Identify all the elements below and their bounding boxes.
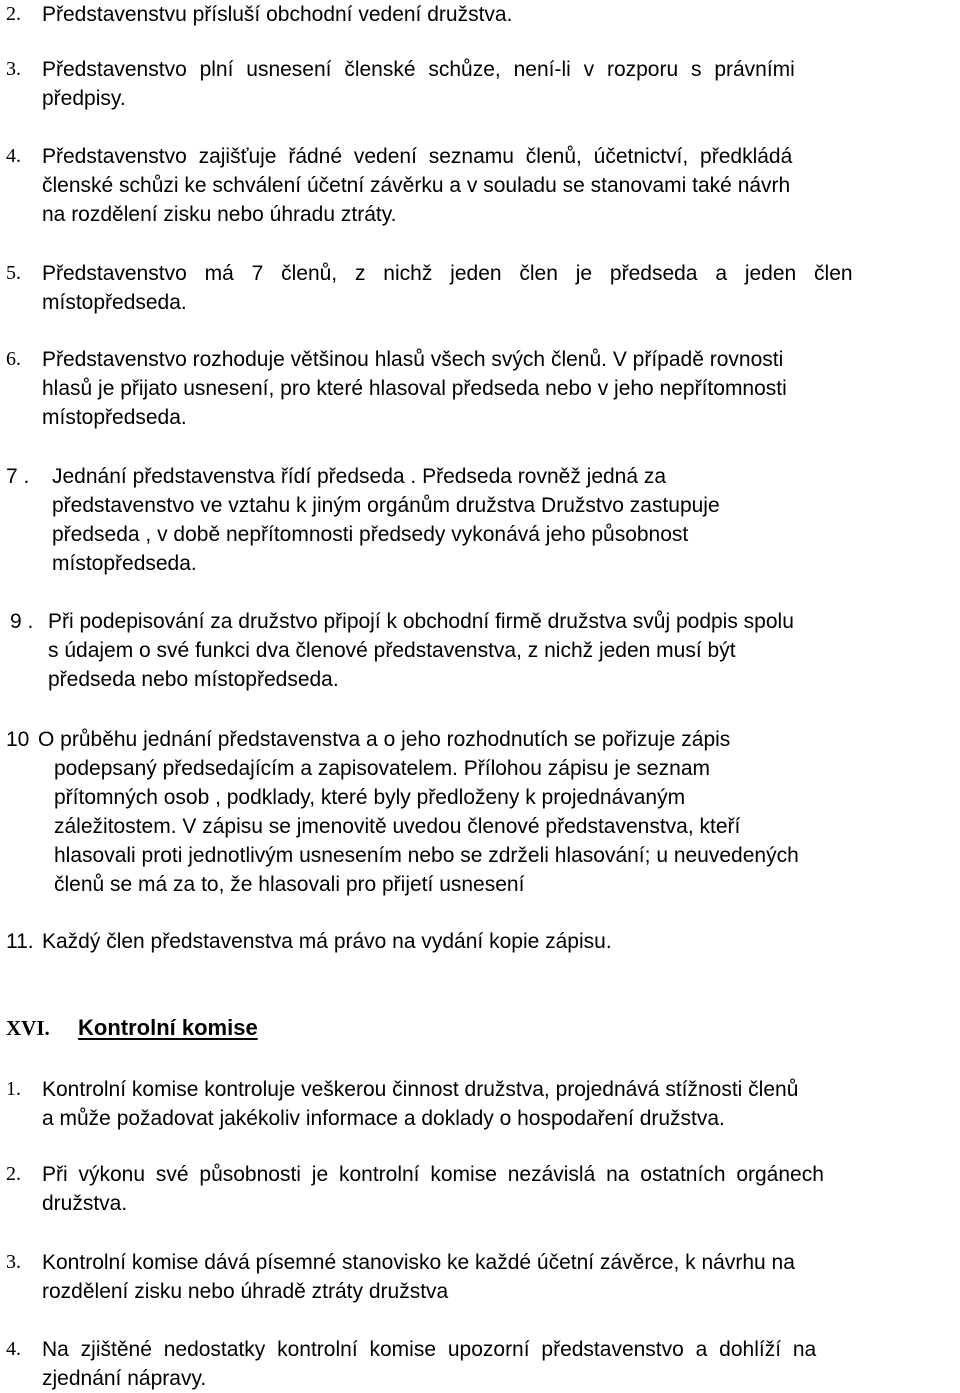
item-text-line: hlasovali proti jednotlivým usnesením nebo se zdrželi hlasování; u neuvedených [54, 844, 799, 867]
item-number: 2. [6, 3, 21, 25]
item-text-line: podepsaný předsedajícím a zapisovatelem. Přílohou zápisu je seznam [54, 757, 711, 780]
item-text-line: hlasů je přijato usnesení, pro které hlasoval předseda nebo v jeho nepřítomnosti [42, 377, 787, 400]
section-number: XVI. [6, 1016, 50, 1040]
item-text-line: O průběhu jednání představenstva a o jeho rozhodnutích se pořizuje zápis [38, 728, 731, 751]
item-text-line: Představenstvu přísluší obchodní vedení družstva. [42, 3, 513, 26]
item-number: 3. [6, 58, 21, 80]
item-text-line: Při podepisování za družstvo připojí k obchodní firmě družstva svůj podpis spolu [48, 610, 794, 633]
item-text-line: zjednání nápravy. [42, 1367, 207, 1390]
item-number: 6. [6, 348, 21, 370]
item-text-line: místopředseda. [42, 291, 187, 314]
item-text-line: Kontrolní komise dává písemné stanovisko ke každé účetní závěrce, k návrhu na [42, 1251, 795, 1274]
item-text-line: Při výkonu své působnosti je kontrolní komise nezávislá na ostatních orgánech [42, 1163, 824, 1186]
item-number: 1. [6, 1078, 21, 1100]
item-text-line: Kontrolní komise kontroluje veškerou činnost družstva, projednává stížnosti členů [42, 1078, 799, 1101]
item-number: 10 [6, 728, 30, 751]
item-number: 4. [6, 1338, 21, 1360]
item-text-line: předseda , v době nepřítomnosti předsedy vykonává jeho působnost [52, 523, 689, 546]
item-text-line: místopředseda. [42, 406, 187, 429]
item-text-line: místopředseda. [52, 552, 197, 575]
item-text-line: Každý člen představenstva má právo na vydání kopie zápisu. [42, 930, 612, 953]
item-number: 7 . [6, 465, 30, 488]
item-text-line: na rozdělení zisku nebo úhradu ztráty. [42, 203, 397, 226]
section-heading [6, 1013, 258, 1043]
item-text-line: členské schůzi ke schválení účetní závěrku a v souladu se stanovami také návrh [42, 174, 791, 197]
item-text-line: představenstvo ve vztahu k jiným orgánům družstva Družstvo zastupuje [52, 494, 720, 517]
item-text-line: rozdělení zisku nebo úhradě ztráty družstva [42, 1280, 449, 1303]
item-text-line: přítomných osob , podklady, které byly předloženy k projednávaným [54, 786, 686, 809]
item-number: 5. [6, 262, 21, 284]
item-text-line: Jednání představenstva řídí předseda . Předseda rovněž jedná za [52, 465, 667, 488]
item-text-line: členů se má za to, že hlasovali pro přijetí usnesení [54, 873, 525, 896]
item-text-line: Představenstvo zajišťuje řádné vedení seznamu členů, účetnictví, předkládá [42, 145, 793, 168]
item-text-line: s údajem o své funkci dva členové představenstva, z nichž jeden musí být [48, 639, 736, 662]
item-text-line: družstva. [42, 1192, 128, 1215]
item-text-line: Na zjištěné nedostatky kontrolní komise upozorní představenstvo a dohlíží na [42, 1338, 817, 1361]
item-number: 3. [6, 1251, 21, 1273]
item-text-line: Představenstvo plní usnesení členské schůze, není-li v rozporu s právními [42, 58, 795, 81]
item-text-line: předpisy. [42, 87, 126, 110]
item-text-line: předseda nebo místopředseda. [48, 668, 339, 691]
item-text-line: záležitostem. V zápisu se jmenovitě uvedou členové představenstva, kteří [54, 815, 741, 838]
item-number: 4. [6, 145, 21, 167]
item-number: 9 . [10, 610, 34, 633]
item-number: 2. [6, 1163, 21, 1185]
section-title: Kontrolní komise [78, 1015, 258, 1040]
item-text-line: Představenstvo má 7 členů, z nichž jeden člen je předseda a jeden člen [42, 262, 853, 285]
item-text-line: Představenstvo rozhoduje většinou hlasů všech svých členů. V případě rovnosti [42, 348, 784, 371]
item-text-line: a může požadovat jakékoliv informace a doklady o hospodaření družstva. [42, 1107, 725, 1130]
item-number: 11. [6, 930, 34, 953]
